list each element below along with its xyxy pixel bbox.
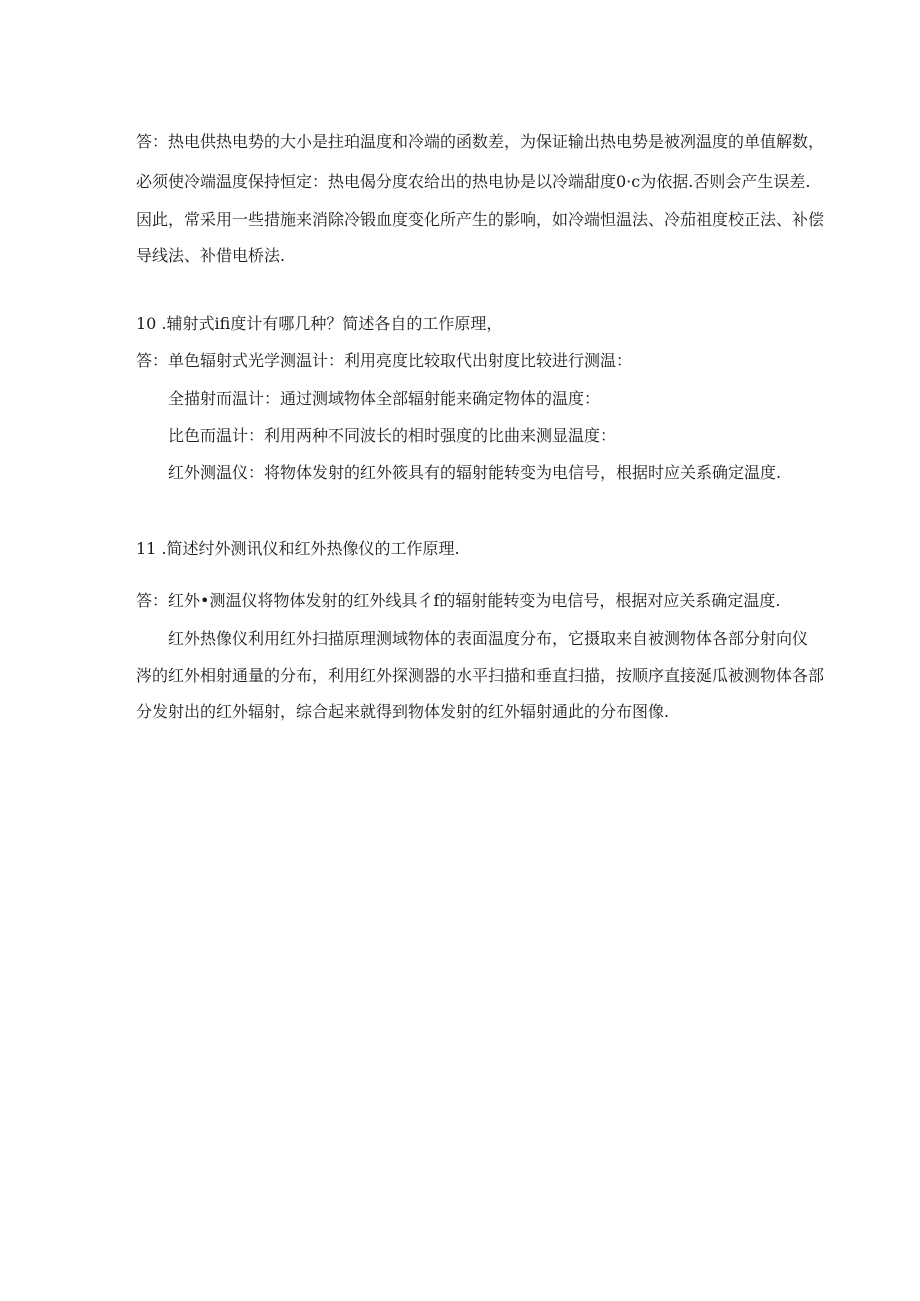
answer-11-line-2: 红外热像仪利用红外扫描原理测域物体的表面温度分布，它摄取来自被测物体各部分射向仪 (168, 629, 809, 648)
answer-9-line-4: 导线法、补借电桥法. (136, 246, 286, 265)
answer-10-line-2: 全描射而温计：通过测域物体全部辐射能来确定物体的温度： (168, 389, 601, 408)
question-11: 11 .简述纣外测讯仪和红外热像仪的工作原理. (136, 539, 460, 558)
answer-9-line-3: 因此，常采用一些措施来消除冷锻血度变化所产生的影响，如冷端怛温法、冷茄祖度校正法、补偿 (136, 210, 825, 229)
answer-11-line-4: 分发射出的红外辐射，综合起来就得到物体发射的红外辐射通此的分布图像. (136, 702, 670, 721)
answer-9-line-1: 答：热电供热电势的大小是拄珀温度和冷端的函数差，为保证输出热电势是被冽温度的单值解数， (136, 132, 825, 151)
answer-9-line-2: 必须使冷端温度保持恒定：热电偈分度农给出的热电协是以冷端甜度0·c为依据.否则会产生误差. (136, 172, 811, 191)
question-10: 10 .辅射式ifi度计有哪几种？简述各自的工作原理， (136, 314, 503, 333)
answer-10-line-3: 比色而温计：利用两种不同波长的相时强度的比曲来测显温度： (168, 426, 617, 445)
answer-11-line-1: 答：红外•测温仪将物体发射的红外线具彳f的辐射能转变为电信号，根据对应关系确定温度. (136, 591, 781, 610)
answer-11-line-3: 涔的红外相射通量的分布，利用红外探测器的水平扫描和垂直扫描，按顺序直接涎瓜被测物体各部 (136, 666, 825, 685)
answer-10-line-1: 答：单色辐射式光学测温计：利用亮度比较取代出射度比较进行测温： (136, 351, 633, 370)
answer-10-line-4: 红外测温仪：将物体发射的红外筱具有的辐射能转变为电信号，根据时应关系确定温度. (168, 463, 782, 482)
